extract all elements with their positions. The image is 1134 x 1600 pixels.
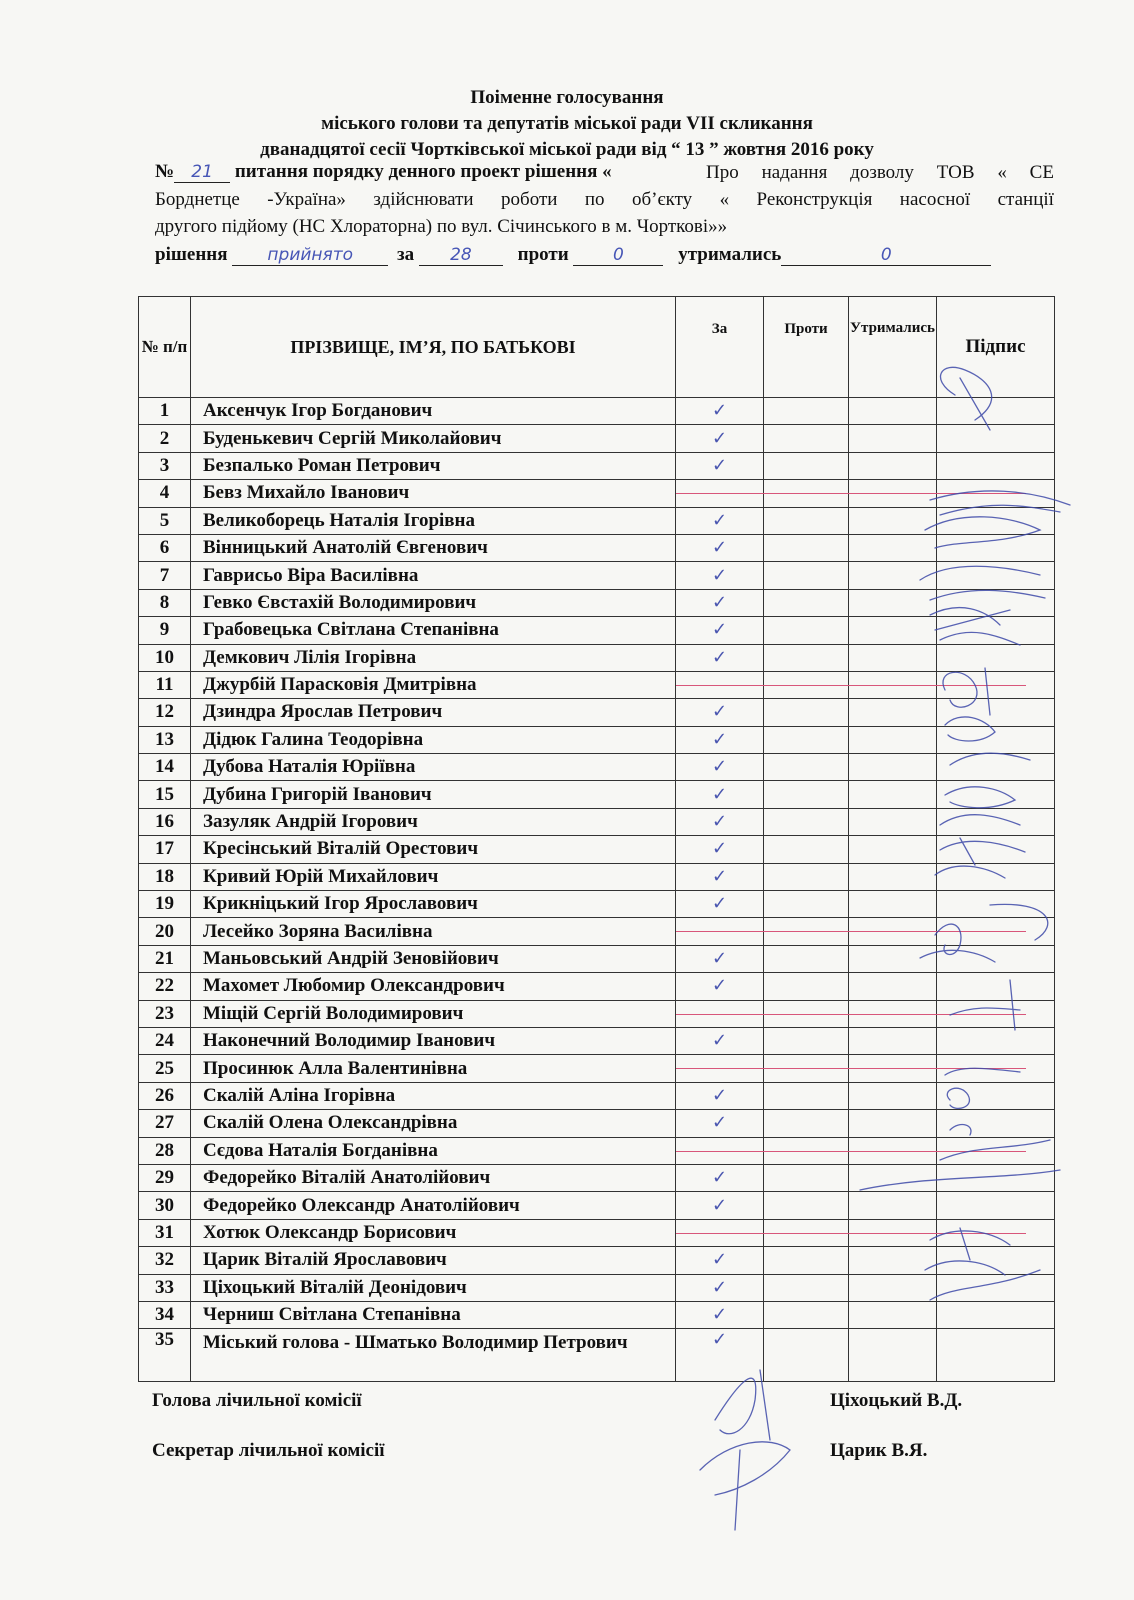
agenda-word: -Україна» xyxy=(267,189,346,210)
header-for: За xyxy=(676,297,764,398)
signature-cell xyxy=(937,754,1055,781)
table-row xyxy=(139,589,1055,616)
agenda-word: Реконструкція xyxy=(756,189,873,210)
vote-against-cell xyxy=(764,973,849,1000)
agenda-word: здійснювати xyxy=(373,189,474,210)
vote-for-cell: ✓ xyxy=(676,425,764,452)
row-number: 7 xyxy=(139,562,191,589)
signature-cell xyxy=(937,1192,1055,1219)
signature-cell xyxy=(937,836,1055,863)
vote-against-cell xyxy=(764,562,849,589)
row-number: 23 xyxy=(139,1000,191,1027)
table-row xyxy=(139,452,1055,479)
vote-abstain-cell xyxy=(849,1247,937,1274)
vote-for-cell: ✓ xyxy=(676,1329,764,1382)
vote-for-cell: ✓ xyxy=(676,562,764,589)
counting-commission-chair-name: Ціхоцький В.Д. xyxy=(830,1390,963,1411)
table-row xyxy=(139,726,1055,753)
vote-abstain-cell xyxy=(849,644,937,671)
vote-against-cell xyxy=(764,781,849,808)
vote-against-cell xyxy=(764,945,849,972)
decision-label: рішення xyxy=(155,244,228,265)
deputy-name: Махомет Любомир Олександрович xyxy=(191,973,676,1000)
signature-cell xyxy=(937,973,1055,1000)
row-number: 13 xyxy=(139,726,191,753)
vote-abstain-cell xyxy=(849,452,937,479)
vote-abstain-cell xyxy=(849,754,937,781)
deputy-name: Хотюк Олександр Борисович xyxy=(191,1219,676,1246)
deputy-name: Дзиндра Ярослав Петрович xyxy=(191,699,676,726)
agenda-word: СЕ xyxy=(1029,162,1054,183)
agenda-word: Борднетце xyxy=(155,189,240,210)
header-number: № п/п xyxy=(139,297,191,398)
agenda-closing-quote: » xyxy=(717,216,728,237)
vote-abstain-cell xyxy=(849,699,937,726)
row-number: 32 xyxy=(139,1247,191,1274)
vote-abstain-cell xyxy=(849,1301,937,1328)
vote-against-cell xyxy=(764,534,849,561)
vote-against-cell xyxy=(764,1082,849,1109)
row-number: 9 xyxy=(139,617,191,644)
table-row xyxy=(139,644,1055,671)
row-number: 26 xyxy=(139,1082,191,1109)
row-number: 30 xyxy=(139,1192,191,1219)
vote-against-cell xyxy=(764,1301,849,1328)
row-number: 11 xyxy=(139,671,191,698)
table-row xyxy=(139,1192,1055,1219)
absent-strike-line xyxy=(676,1068,1026,1069)
vote-against-cell xyxy=(764,644,849,671)
agenda-word: по xyxy=(584,189,605,210)
vote-against-cell xyxy=(764,1110,849,1137)
header-abstain: Утримались xyxy=(849,297,937,398)
deputy-name: Демкович Лілія Ігорівна xyxy=(191,644,676,671)
abstain-label: утримались xyxy=(678,244,782,265)
signature-cell xyxy=(937,1082,1055,1109)
vote-against-cell xyxy=(764,1274,849,1301)
vote-for-cell: ✓ xyxy=(676,589,764,616)
absent-strike-line xyxy=(676,685,1026,686)
vote-for-cell: ✓ xyxy=(676,973,764,1000)
vote-against-cell xyxy=(764,1329,849,1382)
vote-against-cell xyxy=(764,836,849,863)
table-row xyxy=(139,1329,1055,1382)
signature-cell xyxy=(937,534,1055,561)
vote-for-cell: ✓ xyxy=(676,781,764,808)
deputy-name: Федорейко Олександр Анатолійович xyxy=(191,1192,676,1219)
agenda-word: « xyxy=(997,162,1007,183)
vote-abstain-cell xyxy=(849,781,937,808)
vote-for-cell: ✓ xyxy=(676,1274,764,1301)
vote-abstain-cell xyxy=(849,534,937,561)
vote-abstain-cell xyxy=(849,973,937,1000)
table-row xyxy=(139,808,1055,835)
vote-for-cell: ✓ xyxy=(676,398,764,425)
agenda-word: роботи xyxy=(501,189,558,210)
agenda-word: Про xyxy=(706,162,739,183)
deputy-name: Грабовецька Світлана Степанівна xyxy=(191,617,676,644)
document-title: Поіменне голосування xyxy=(470,87,664,108)
deputy-name: Лесейко Зоряна Василівна xyxy=(191,918,676,945)
agenda-word: об’єкту xyxy=(631,189,693,210)
deputy-name: Вінницький Анатолій Євгенович xyxy=(191,534,676,561)
deputy-name: Великоборець Наталія Ігорівна xyxy=(191,507,676,534)
agenda-text-line-3 xyxy=(155,216,727,238)
agenda-text-line-1 xyxy=(706,162,1054,184)
row-number: 34 xyxy=(139,1301,191,1328)
row-number: 6 xyxy=(139,534,191,561)
vote-abstain-cell xyxy=(849,1164,937,1191)
deputy-name: Кривий Юрій Михайлович xyxy=(191,863,676,890)
deputy-name: Міський голова - Шматько Володимир Петрович xyxy=(191,1329,676,1382)
vote-abstain-cell xyxy=(849,1082,937,1109)
table-row xyxy=(139,1274,1055,1301)
table-row xyxy=(139,973,1055,1000)
vote-against-cell xyxy=(764,1027,849,1054)
vote-abstain-cell xyxy=(849,808,937,835)
table-row xyxy=(139,398,1055,425)
roll-call-table xyxy=(138,296,1055,1382)
table-row xyxy=(139,1164,1055,1191)
vote-against-cell xyxy=(764,507,849,534)
row-number: 3 xyxy=(139,452,191,479)
against-count: 0 xyxy=(573,245,663,266)
deputy-name: Федорейко Віталій Анатолійович xyxy=(191,1164,676,1191)
vote-against-cell xyxy=(764,589,849,616)
counting-commission-chair-label: Голова лічильної комісії xyxy=(152,1390,362,1411)
counting-commission-secretary-label: Секретар лічильної комісії xyxy=(152,1440,385,1461)
vote-for-cell: ✓ xyxy=(676,726,764,753)
vote-for-cell: ✓ xyxy=(676,1192,764,1219)
row-number: 1 xyxy=(139,398,191,425)
row-number: 27 xyxy=(139,1110,191,1137)
table-row xyxy=(139,1110,1055,1137)
secretary-signature xyxy=(700,1442,790,1530)
row-number: 4 xyxy=(139,480,191,507)
vote-for-cell: ✓ xyxy=(676,699,764,726)
vote-for-cell: ✓ xyxy=(676,1301,764,1328)
vote-for-cell: ✓ xyxy=(676,534,764,561)
deputy-name: Просинюк Алла Валентинівна xyxy=(191,1055,676,1082)
table-row xyxy=(139,534,1055,561)
vote-for-cell: ✓ xyxy=(676,1027,764,1054)
table-row xyxy=(139,836,1055,863)
signature-cell xyxy=(937,726,1055,753)
signature-cell xyxy=(937,398,1055,425)
signature-cell xyxy=(937,1274,1055,1301)
signature-cell xyxy=(937,1247,1055,1274)
row-number: 31 xyxy=(139,1219,191,1246)
agenda-text-line-2 xyxy=(155,189,1054,211)
signature-cell xyxy=(937,781,1055,808)
row-number: 12 xyxy=(139,699,191,726)
vote-against-cell xyxy=(764,726,849,753)
vote-against-cell xyxy=(764,617,849,644)
vote-abstain-cell xyxy=(849,1027,937,1054)
agenda-item-line xyxy=(155,161,612,183)
signature-cell xyxy=(937,1110,1055,1137)
row-number: 29 xyxy=(139,1164,191,1191)
row-number: 24 xyxy=(139,1027,191,1054)
header-against: Проти xyxy=(764,297,849,398)
header-signature: Підпис xyxy=(937,297,1055,398)
row-number: 10 xyxy=(139,644,191,671)
deputy-name: Скалій Олена Олександрівна xyxy=(191,1110,676,1137)
table-row xyxy=(139,945,1055,972)
row-number: 8 xyxy=(139,589,191,616)
deputy-name: Гаврисьо Віра Василівна xyxy=(191,562,676,589)
row-number: 25 xyxy=(139,1055,191,1082)
vote-for-cell: ✓ xyxy=(676,644,764,671)
vote-against-cell xyxy=(764,808,849,835)
vote-abstain-cell xyxy=(849,1110,937,1137)
row-number: 5 xyxy=(139,507,191,534)
signature-cell xyxy=(937,617,1055,644)
vote-abstain-cell xyxy=(849,726,937,753)
for-count: 28 xyxy=(419,245,503,266)
deputy-name: Буденькевич Сергій Миколайович xyxy=(191,425,676,452)
document-subtitle: міського голови та депутатів міської ради VII скликання xyxy=(321,113,813,134)
agenda-word: дозволу xyxy=(850,162,914,183)
vote-for-cell: ✓ xyxy=(676,507,764,534)
vote-against-cell xyxy=(764,863,849,890)
vote-for-cell: ✓ xyxy=(676,1247,764,1274)
vote-against-cell xyxy=(764,452,849,479)
table-row xyxy=(139,863,1055,890)
vote-for-cell: ✓ xyxy=(676,863,764,890)
signature-cell xyxy=(937,863,1055,890)
signature-cell xyxy=(937,425,1055,452)
row-number: 18 xyxy=(139,863,191,890)
session-date-line: дванадцятої сесії Чортківської міської ради від “ 13 ” жовтня 2016 року xyxy=(260,139,874,160)
row-number: 16 xyxy=(139,808,191,835)
vote-abstain-cell xyxy=(849,945,937,972)
abstain-count: 0 xyxy=(781,245,991,266)
vote-against-cell xyxy=(764,1192,849,1219)
agenda-prefix: питання порядку денного проект рішення « xyxy=(234,161,612,182)
header-name: ПРІЗВИЩЕ, ІМ’Я, ПО БАТЬКОВІ xyxy=(191,297,676,398)
deputy-name: Міщій Сергій Володимирович xyxy=(191,1000,676,1027)
signature-cell xyxy=(937,507,1055,534)
deputy-name: Бевз Михайло Іванович xyxy=(191,480,676,507)
table-row xyxy=(139,754,1055,781)
row-number: 21 xyxy=(139,945,191,972)
deputy-name: Скалій Аліна Ігорівна xyxy=(191,1082,676,1109)
vote-for-cell: ✓ xyxy=(676,1110,764,1137)
row-number: 20 xyxy=(139,918,191,945)
signature-cell xyxy=(937,891,1055,918)
counting-commission-secretary-name: Царик В.Я. xyxy=(830,1440,928,1461)
row-number: 33 xyxy=(139,1274,191,1301)
vote-abstain-cell xyxy=(849,836,937,863)
deputy-name: Безпалько Роман Петрович xyxy=(191,452,676,479)
deputy-name: Гевко Євстахій Володимирович xyxy=(191,589,676,616)
agenda-object-name: другого підйому (НС Хлораторна) по вул. Січинського в м. Чорткові» xyxy=(155,216,718,237)
vote-against-cell xyxy=(764,1247,849,1274)
vote-for-cell: ✓ xyxy=(676,836,764,863)
table-row xyxy=(139,425,1055,452)
signature-cell xyxy=(937,644,1055,671)
row-number: 14 xyxy=(139,754,191,781)
vote-for-cell: ✓ xyxy=(676,452,764,479)
decision-line xyxy=(155,244,991,266)
table-row xyxy=(139,1082,1055,1109)
signature-cell xyxy=(937,945,1055,972)
deputy-name: Черниш Світлана Степанівна xyxy=(191,1301,676,1328)
agenda-word: надання xyxy=(761,162,828,183)
deputy-name: Сєдова Наталія Богданівна xyxy=(191,1137,676,1164)
deputy-name: Ціхоцький Віталій Деонідович xyxy=(191,1274,676,1301)
table-row xyxy=(139,1301,1055,1328)
deputy-name: Джурбій Парасковія Дмитрівна xyxy=(191,671,676,698)
agenda-word: ТОВ xyxy=(936,162,975,183)
absent-strike-line xyxy=(676,493,1026,494)
against-label: проти xyxy=(517,244,569,265)
table-row xyxy=(139,617,1055,644)
vote-abstain-cell xyxy=(849,1192,937,1219)
vote-against-cell xyxy=(764,1164,849,1191)
deputy-name: Дубина Григорій Іванович xyxy=(191,781,676,808)
signature-cell xyxy=(937,1301,1055,1328)
deputy-name: Дубова Наталія Юріївна xyxy=(191,754,676,781)
agenda-word: насосної xyxy=(899,189,971,210)
number-sign: № xyxy=(155,161,175,182)
vote-against-cell xyxy=(764,754,849,781)
vote-for-cell: ✓ xyxy=(676,891,764,918)
vote-abstain-cell xyxy=(849,507,937,534)
vote-abstain-cell xyxy=(849,1274,937,1301)
vote-against-cell xyxy=(764,699,849,726)
vote-for-cell: ✓ xyxy=(676,754,764,781)
signature-cell xyxy=(937,1027,1055,1054)
table-row xyxy=(139,1027,1055,1054)
vote-abstain-cell xyxy=(849,617,937,644)
agenda-word: станції xyxy=(997,189,1054,210)
vote-for-cell: ✓ xyxy=(676,945,764,972)
vote-against-cell xyxy=(764,891,849,918)
absent-strike-line xyxy=(676,931,1026,932)
row-number: 22 xyxy=(139,973,191,1000)
deputy-name: Царик Віталій Ярославович xyxy=(191,1247,676,1274)
signature-cell xyxy=(937,1164,1055,1191)
deputy-name: Наконечний Володимир Іванович xyxy=(191,1027,676,1054)
vote-abstain-cell xyxy=(849,589,937,616)
signature-cell xyxy=(937,808,1055,835)
table-row xyxy=(139,891,1055,918)
agenda-word: « xyxy=(719,189,730,210)
vote-abstain-cell xyxy=(849,562,937,589)
absent-strike-line xyxy=(676,1233,1026,1234)
table-row xyxy=(139,781,1055,808)
table-row xyxy=(139,1247,1055,1274)
vote-abstain-cell xyxy=(849,891,937,918)
row-number: 15 xyxy=(139,781,191,808)
row-number: 19 xyxy=(139,891,191,918)
vote-for-cell: ✓ xyxy=(676,617,764,644)
vote-against-cell xyxy=(764,425,849,452)
row-number: 17 xyxy=(139,836,191,863)
deputy-name: Маньовський Андрій Зеновійович xyxy=(191,945,676,972)
deputy-name: Дідюк Галина Теодорівна xyxy=(191,726,676,753)
table-row xyxy=(139,699,1055,726)
signature-cell xyxy=(937,562,1055,589)
signature-cell xyxy=(937,452,1055,479)
agenda-item-number: 21 xyxy=(174,162,230,183)
absent-strike-line xyxy=(676,1151,1026,1152)
row-number: 35 xyxy=(139,1329,191,1382)
vote-abstain-cell xyxy=(849,425,937,452)
decision-value: прийнято xyxy=(232,245,388,266)
for-label: за xyxy=(397,244,415,265)
table-row xyxy=(139,507,1055,534)
row-number: 28 xyxy=(139,1137,191,1164)
vote-for-cell: ✓ xyxy=(676,1082,764,1109)
deputy-name: Крикніцький Ігор Ярославович xyxy=(191,891,676,918)
table-row xyxy=(139,562,1055,589)
table-header-row xyxy=(139,297,1055,398)
vote-for-cell: ✓ xyxy=(676,808,764,835)
vote-abstain-cell xyxy=(849,398,937,425)
deputy-name: Аксенчук Ігор Богданович xyxy=(191,398,676,425)
vote-abstain-cell xyxy=(849,1329,937,1382)
signature-cell xyxy=(937,699,1055,726)
vote-for-cell: ✓ xyxy=(676,1164,764,1191)
vote-abstain-cell xyxy=(849,863,937,890)
vote-against-cell xyxy=(764,398,849,425)
row-number: 2 xyxy=(139,425,191,452)
deputy-name: Зазуляк Андрій Ігорович xyxy=(191,808,676,835)
absent-strike-line xyxy=(676,1014,1026,1015)
deputy-name: Кресінський Віталій Орестович xyxy=(191,836,676,863)
signature-cell xyxy=(937,589,1055,616)
signature-cell xyxy=(937,1329,1055,1382)
